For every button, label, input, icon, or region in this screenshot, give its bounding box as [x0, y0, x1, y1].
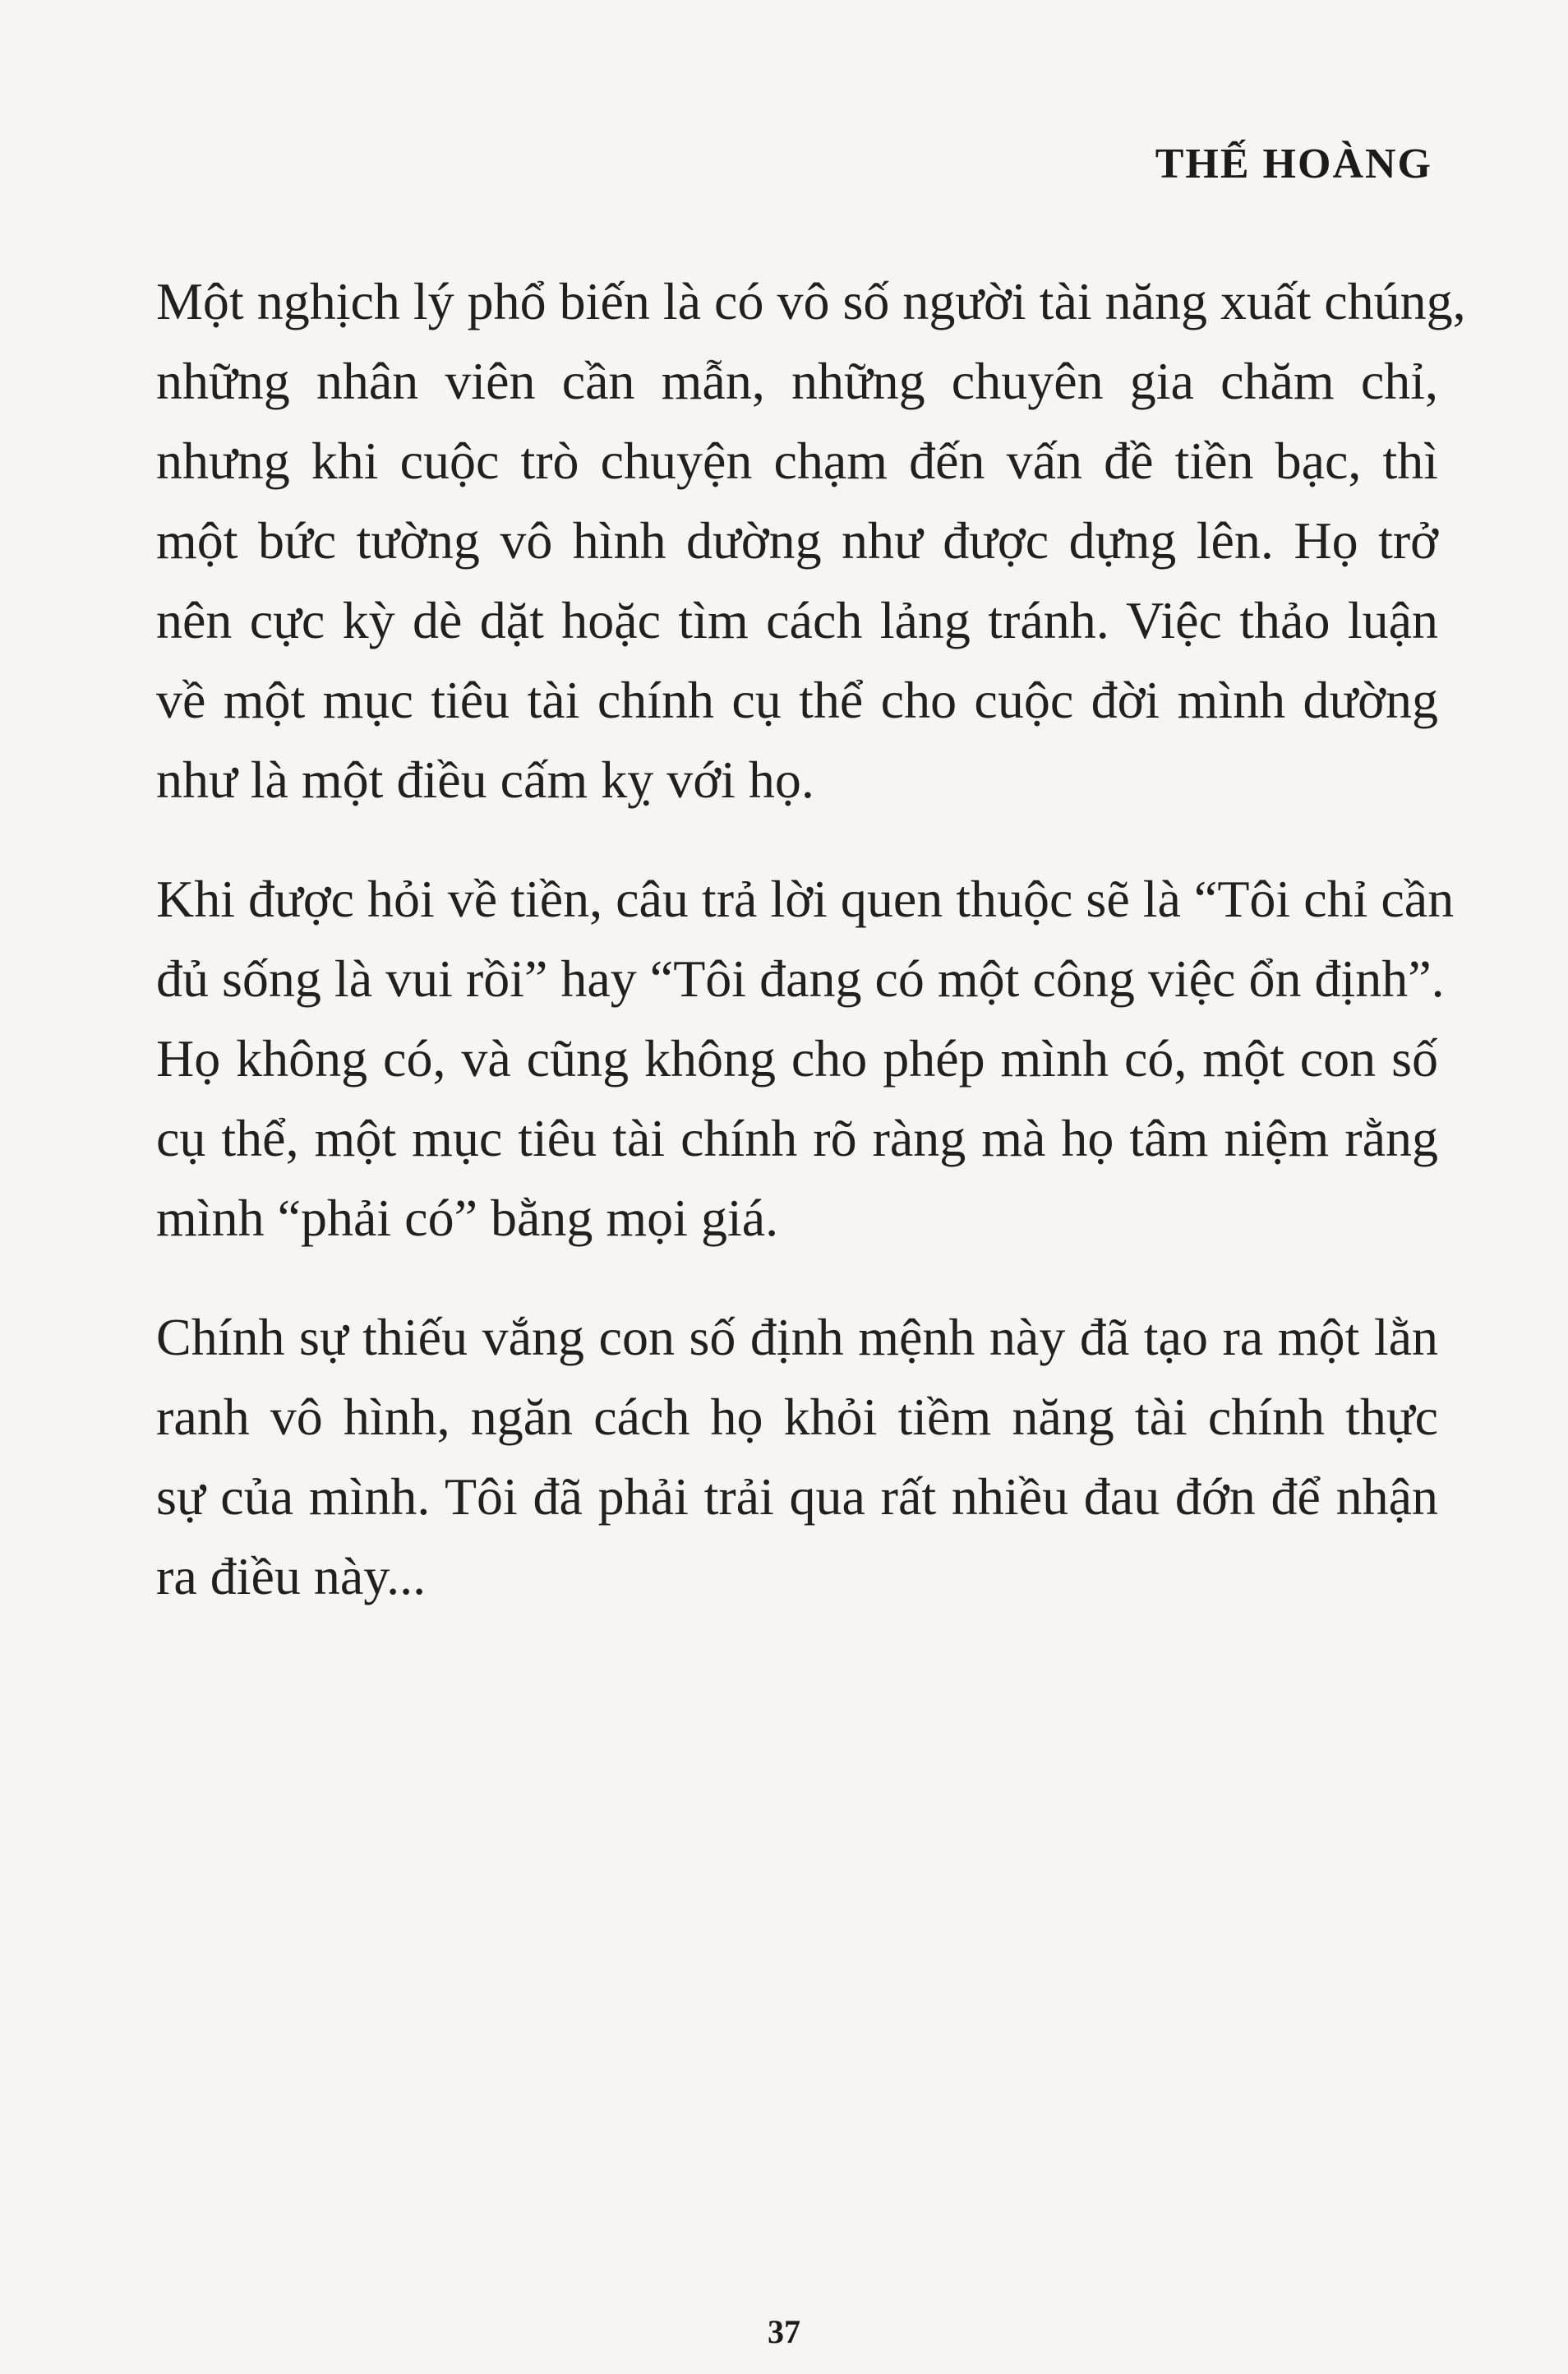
page-number: 37 [768, 2313, 800, 2350]
text-line: Một nghịch lý phổ biến là có vô số người tài năng xuất chúng, [156, 272, 1466, 330]
text-line: Chính sự thiếu vắng con số định mệnh này đã tạo ra một lằn [156, 1308, 1438, 1366]
text-line: những nhân viên cần mẫn, những chuyên gia chăm chỉ, [156, 352, 1438, 410]
text-line: về một mục tiêu tài chính cụ thể cho cuộc đời mình dường [156, 671, 1438, 729]
text-line: nên cực kỳ dè dặt hoặc tìm cách lảng tránh. Việc thảo luận [156, 591, 1438, 649]
text-line: như là một điều cấm kỵ với họ. [156, 751, 814, 809]
text-line: Khi được hỏi về tiền, câu trả lời quen thuộc sẽ là “Tôi chỉ cần [156, 870, 1455, 928]
text-line: nhưng khi cuộc trò chuyện chạm đến vấn đề tiền bạc, thì [156, 432, 1438, 490]
body-text [156, 261, 1466, 1656]
paragraph-2 [156, 859, 1455, 1258]
text-line: cụ thể, một mục tiêu tài chính rõ ràng mà họ tâm niệm rằng [156, 1109, 1438, 1167]
paragraph-3 [156, 1297, 1438, 1616]
paragraph-1 [156, 261, 1466, 820]
text-line: đủ sống là vui rồi” hay “Tôi đang có một công việc ổn định”. [156, 949, 1445, 1008]
running-header-author: THẾ HOÀNG [1155, 141, 1432, 187]
text-line: sự của mình. Tôi đã phải trải qua rất nhiều đau đớn để nhận [156, 1467, 1438, 1526]
text-line: một bức tường vô hình dường như được dựng lên. Họ trở [156, 511, 1438, 570]
text-line: ra điều này... [156, 1547, 427, 1605]
text-line: Họ không có, và cũng không cho phép mình có, một con số [156, 1029, 1438, 1088]
text-line: ranh vô hình, ngăn cách họ khỏi tiềm năng tài chính thực [156, 1388, 1438, 1446]
text-line: mình “phải có” bằng mọi giá. [156, 1189, 779, 1247]
